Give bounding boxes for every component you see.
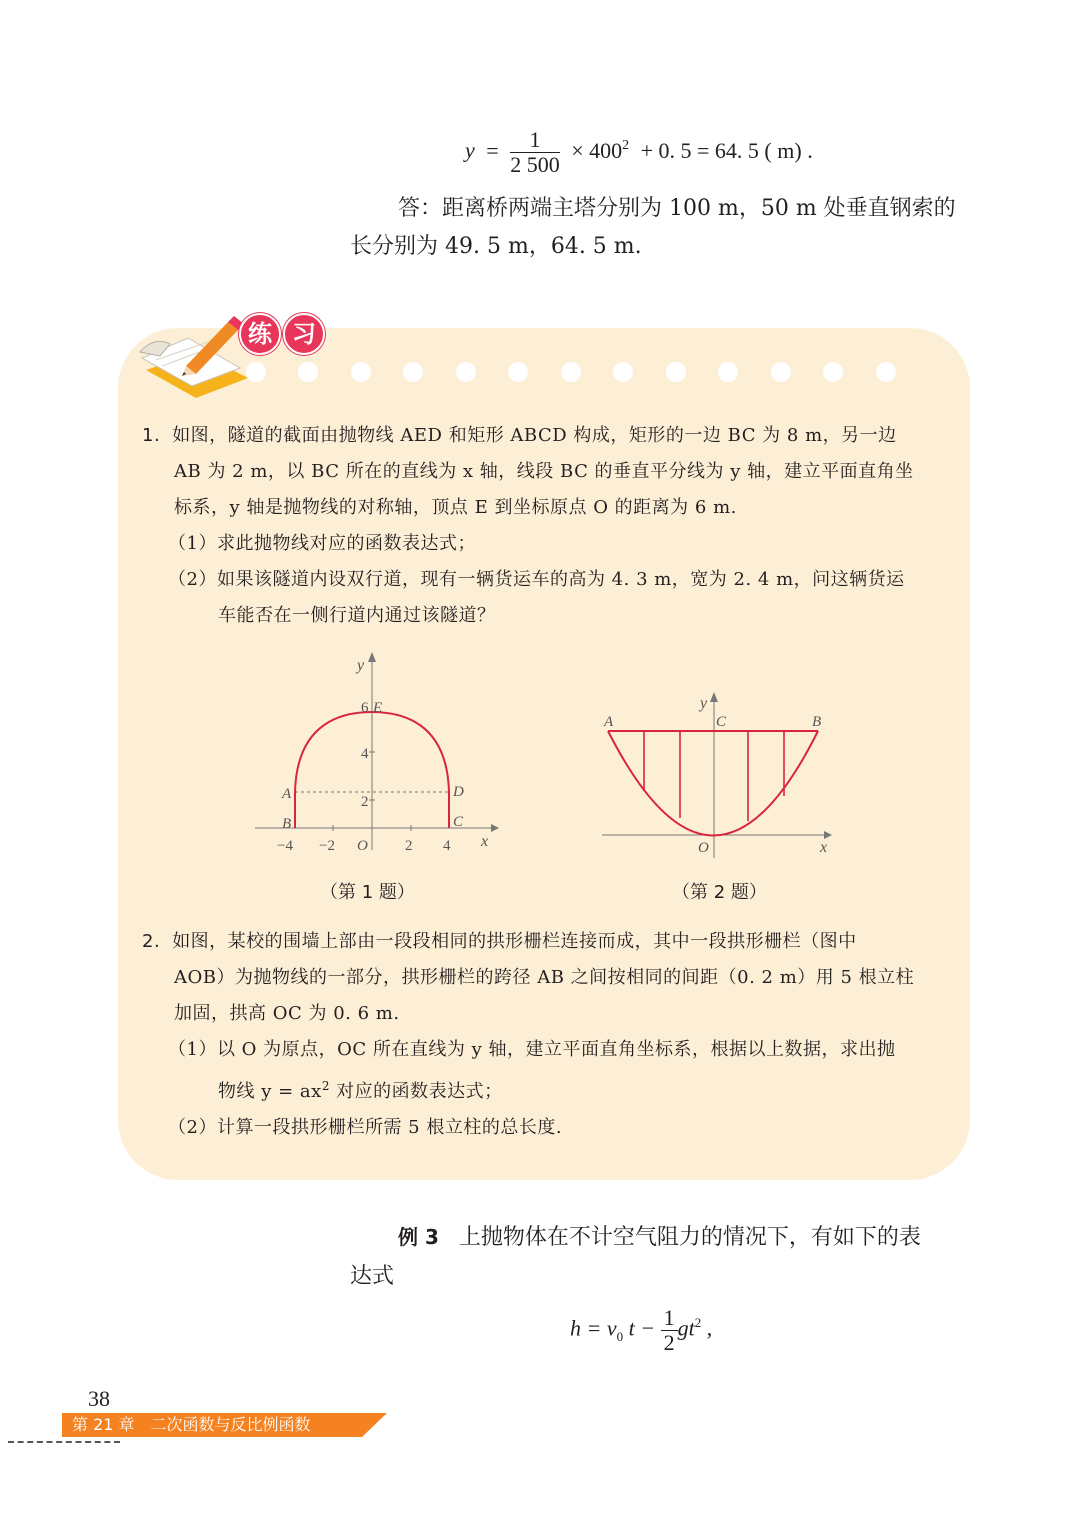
fig1-tick-2y: 2 bbox=[361, 794, 369, 810]
ex3-eq-sup: 2 bbox=[694, 1315, 702, 1331]
answer-line-2: 长分别为 49. 5 m，64. 5 m. bbox=[350, 234, 642, 259]
question-2 bbox=[142, 924, 952, 1146]
ex3-eq-end: , bbox=[701, 1315, 713, 1341]
figure-2-caption: （第 2 题） bbox=[672, 882, 767, 903]
fig1-tick-2x: 2 bbox=[405, 838, 413, 854]
eq-equals: = bbox=[486, 137, 499, 163]
figure-1 bbox=[255, 650, 500, 860]
fig2-x-label: x bbox=[820, 839, 828, 856]
fig2-label-O: O bbox=[698, 840, 709, 856]
ex3-eq-sub: 0 bbox=[616, 1328, 624, 1344]
fig1-label-D: D bbox=[453, 784, 464, 800]
figure-1-caption: （第 1 题） bbox=[320, 882, 415, 903]
footer-dashes bbox=[8, 1441, 120, 1443]
pencil-paper-icon bbox=[136, 308, 248, 400]
fig1-label-B: B bbox=[282, 816, 292, 832]
q2-line-1: 如图，某校的围墙上部由一段段相同的拱形栅栏连接而成，其中一段拱形栅栏（图中 bbox=[172, 931, 857, 952]
q1-line-1: 如图，隧道的截面由抛物线 AED 和矩形 ABCD 构成，矩形的一边 BC 为 8 m，另一边 bbox=[172, 425, 897, 446]
fig1-tick-4x: 4 bbox=[443, 838, 451, 854]
eq-fraction bbox=[510, 128, 560, 177]
eq-numerator: 1 bbox=[510, 128, 560, 153]
page-number: 38 bbox=[88, 1386, 110, 1411]
fig1-tick-m4: −4 bbox=[277, 838, 293, 854]
q2-number: 2. bbox=[142, 931, 161, 952]
fig1-y-label: y bbox=[357, 657, 365, 674]
q2-sub-1b-sup: 2 bbox=[321, 1079, 330, 1093]
fig1-tick-4y: 4 bbox=[361, 746, 369, 762]
question-1 bbox=[142, 418, 952, 634]
q1-line-2: AB 为 2 m，以 BC 所在的直线为 x 轴，线段 BC 的垂直平分线为 y 轴，建立平面直角坐 bbox=[174, 461, 914, 482]
eq-sup: 2 bbox=[622, 138, 630, 154]
answer-line-1: 答：距离桥两端主塔分别为 100 m，50 m 处垂直钢索的 bbox=[398, 196, 956, 221]
q1-sub-1: （1）求此抛物线对应的函数表达式； bbox=[168, 533, 476, 554]
q1-number: 1. bbox=[142, 425, 161, 446]
q2-sub-1b-post: 对应的函数表达式； bbox=[329, 1081, 503, 1102]
ex3-eq-mid: t − bbox=[628, 1315, 656, 1341]
q1-line-3: 标系，y 轴是抛物线的对称轴，顶点 E 到坐标原点 O 的距离为 6 m. bbox=[174, 497, 737, 518]
ex3-eq-fraction bbox=[661, 1306, 678, 1355]
eq-lhs: y bbox=[465, 137, 475, 163]
fig1-tick-m2: −2 bbox=[319, 838, 335, 854]
q1-sub-2b: 车能否在一侧行道内通过该隧道？ bbox=[218, 605, 496, 626]
fig1-x-label: x bbox=[481, 833, 489, 850]
q2-sub-1b-pre: 物线 y = ax bbox=[218, 1081, 322, 1102]
eq-times: × 400 bbox=[571, 137, 623, 163]
eq-denominator: 2 500 bbox=[510, 152, 560, 177]
ex3-eq-pre: h = v bbox=[570, 1315, 617, 1341]
q2-sub-2: （2）计算一段拱形栅栏所需 5 根立柱的总长度. bbox=[168, 1117, 563, 1138]
q2-sub-1b bbox=[142, 1068, 952, 1110]
fig2-y-label: y bbox=[700, 695, 708, 712]
ex3-eq-num: 1 bbox=[661, 1306, 678, 1331]
fig1-label-A: A bbox=[282, 786, 292, 802]
example-3-label: 例 3 bbox=[398, 1225, 439, 1249]
q2-line-2: AOB）为抛物线的一部分，拱形栅栏的跨径 AB 之间按相同的间距（0. 2 m）用 5 根立柱 bbox=[174, 967, 915, 988]
fig2-label-C: C bbox=[716, 714, 727, 730]
fig1-tick-6: 6 bbox=[361, 700, 369, 716]
fig1-label-O: O bbox=[357, 838, 368, 854]
practice-title-char-1: 练 bbox=[239, 313, 281, 355]
chapter-bar bbox=[62, 1413, 387, 1437]
top-equation bbox=[465, 128, 885, 184]
q2-sub-1a: （1）以 O 为原点，OC 所在直线为 y 轴，建立平面直角坐标系，根据以上数据，求出抛 bbox=[168, 1039, 896, 1060]
q1-sub-2a: （2）如果该隧道内设双行道，现有一辆货运车的高为 4. 3 m，宽为 2. 4 m，问这辆货运 bbox=[168, 569, 905, 590]
example-3-line-2: 达式 bbox=[350, 1264, 395, 1289]
practice-title-char-2: 习 bbox=[283, 313, 325, 355]
chapter-title: 第 21 章 二次函数与反比例函数 bbox=[72, 1415, 311, 1434]
ex3-eq-post: gt bbox=[677, 1315, 695, 1341]
fig2-label-B: B bbox=[812, 714, 822, 730]
fig1-label-C: C bbox=[453, 814, 464, 830]
q2-line-3: 加固，拱高 OC 为 0. 6 m. bbox=[174, 1003, 400, 1024]
example-3-equation bbox=[570, 1306, 712, 1355]
ex3-eq-den: 2 bbox=[663, 1330, 675, 1355]
fig1-label-E: E bbox=[373, 700, 383, 716]
fig2-label-A: A bbox=[604, 714, 614, 730]
figure-2 bbox=[598, 690, 838, 860]
example-3-line-1: 上抛物体在不计空气阻力的情况下，有如下的表 bbox=[458, 1225, 921, 1250]
eq-rest: + 0. 5 = 64. 5 ( m) . bbox=[640, 137, 813, 163]
example-3 bbox=[398, 1218, 921, 1257]
